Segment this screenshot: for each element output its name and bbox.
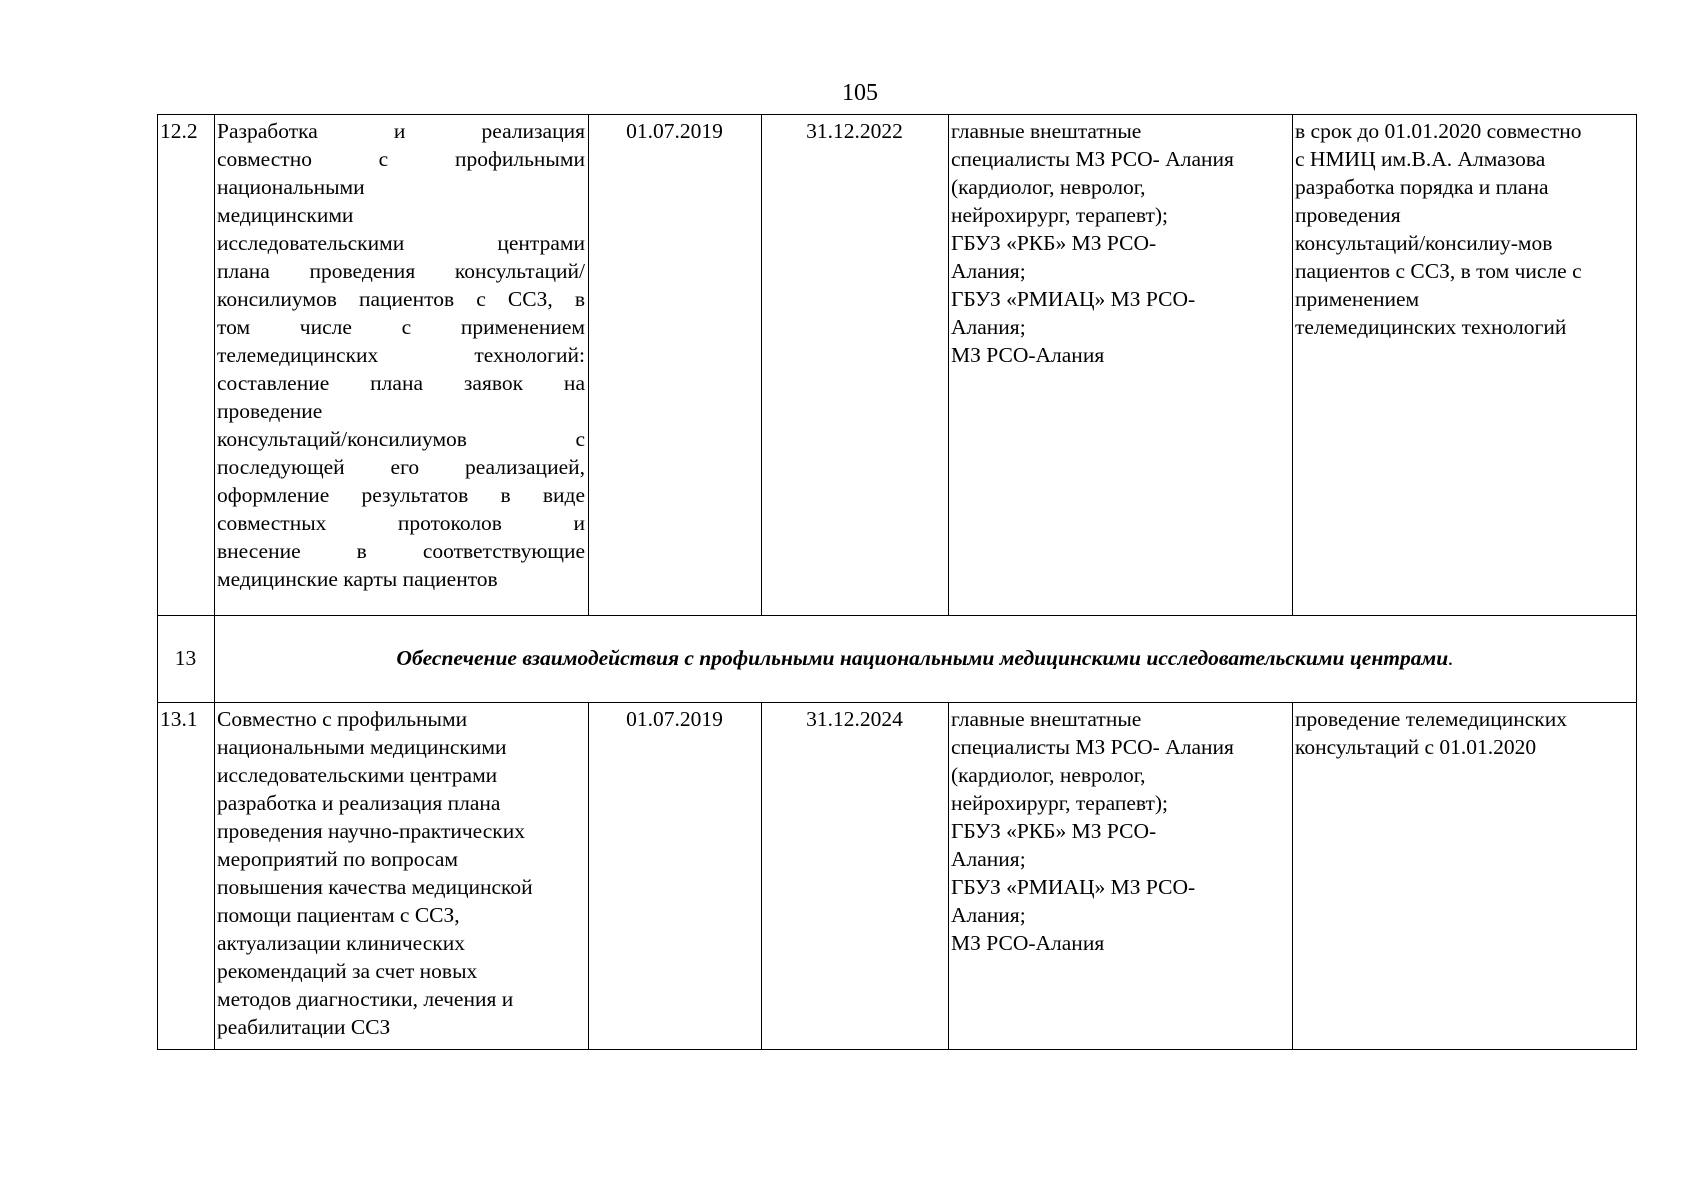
responsible-line: МЗ РСО-Алания: [951, 931, 1105, 955]
responsible-line: специалисты МЗ РСО- Алания: [951, 147, 1234, 171]
end-date: 31.12.2022: [762, 115, 949, 616]
description-line: помощи пациентам с ССЗ,: [217, 903, 460, 927]
description-line: актуализации клинических: [217, 931, 466, 955]
responsible-line: Алания;: [951, 903, 1026, 927]
responsible-line: главные внештатные: [951, 707, 1142, 731]
result-line: телемедицинских технологий: [1295, 315, 1567, 339]
description-line: оформление результатов в виде: [217, 483, 585, 507]
responsible-line: Алания;: [951, 259, 1026, 283]
result-line: консультаций с 01.01.2020: [1295, 735, 1537, 759]
result-line: проведение телемедицинских: [1295, 707, 1567, 731]
responsible-executors: [949, 703, 1293, 1050]
result-line: проведения: [1295, 203, 1401, 227]
description-line: совместно с профильными: [217, 147, 585, 171]
description-line: национальными: [217, 175, 365, 199]
section-row: [158, 616, 1637, 703]
description-line: консультаций/консилиумов с: [217, 427, 585, 451]
plan-table: [157, 114, 1637, 1050]
responsible-line: (кардиолог, невролог,: [951, 175, 1146, 199]
description-line: совместных протоколов и: [217, 511, 585, 535]
responsible-executors: [949, 115, 1293, 616]
responsible-line: Алания;: [951, 847, 1026, 871]
page-number: 105: [842, 80, 878, 106]
responsible-line: специалисты МЗ РСО- Алания: [951, 735, 1234, 759]
section-title-text: Обеспечение взаимодействия с профильными национальными медицинскими исследовательскими центрами: [396, 646, 1449, 670]
result-line: применением: [1295, 287, 1420, 311]
start-date: 01.07.2019: [589, 115, 762, 616]
description-line: составление плана заявок на: [217, 371, 585, 395]
result-line: пациентов с ССЗ, в том числе с: [1295, 259, 1582, 283]
section-title-end: .: [1448, 646, 1454, 670]
description-line: рекомендаций за счет новых: [217, 959, 478, 983]
description-line: последующей его реализацией,: [217, 455, 585, 479]
description-line: Разработка и реализация: [217, 119, 585, 143]
description-line: повышения качества медицинской: [217, 875, 533, 899]
description-line: внесение в соответствующие: [217, 539, 585, 563]
end-date: 31.12.2024: [762, 703, 949, 1050]
description-line: консилиумов пациентов с ССЗ, в: [217, 287, 585, 311]
description-line: методов диагностики, лечения и: [217, 987, 514, 1011]
description-line: Совместно с профильными: [217, 707, 468, 731]
description-line: реабилитации ССЗ: [217, 1015, 391, 1039]
result-line: консультаций/консилиу-мов: [1295, 231, 1553, 255]
responsible-line: ГБУЗ «РКБ» МЗ РСО-: [951, 231, 1157, 255]
description-line: проведения научно-практических: [217, 819, 525, 843]
description-line: мероприятий по вопросам: [217, 847, 458, 871]
description-line: национальными медицинскими: [217, 735, 507, 759]
expected-result: [1293, 115, 1637, 616]
responsible-line: Алания;: [951, 315, 1026, 339]
row-number: 13.1: [158, 703, 215, 1050]
section-title: [215, 616, 1637, 703]
responsible-line: нейрохирург, терапевт);: [951, 791, 1169, 815]
measure-description: [215, 703, 589, 1050]
description-line: том числе с применением: [217, 315, 585, 339]
description-line: телемедицинских технологий:: [217, 343, 585, 367]
responsible-line: (кардиолог, невролог,: [951, 763, 1146, 787]
result-line: разработка порядка и плана: [1295, 175, 1549, 199]
responsible-line: ГБУЗ «РМИАЦ» МЗ РСО-: [951, 287, 1196, 311]
description-line: разработка и реализация плана: [217, 791, 501, 815]
result-line: в срок до 01.01.2020 совместно: [1295, 119, 1582, 143]
description-line: исследовательскими центрами: [217, 231, 585, 255]
description-line: плана проведения консультаций/: [217, 259, 585, 283]
responsible-line: главные внештатные: [951, 119, 1142, 143]
responsible-line: ГБУЗ «РМИАЦ» МЗ РСО-: [951, 875, 1196, 899]
row-number: 12.2: [158, 115, 215, 616]
row-number: 13: [158, 616, 215, 703]
description-line: медицинские карты пациентов: [217, 567, 498, 591]
table-row: [158, 703, 1637, 1050]
responsible-line: ГБУЗ «РКБ» МЗ РСО-: [951, 819, 1157, 843]
table-row: [158, 115, 1637, 616]
responsible-line: МЗ РСО-Алания: [951, 343, 1105, 367]
description-line: исследовательскими центрами: [217, 763, 498, 787]
description-line: медицинскими: [217, 203, 354, 227]
result-line: с НМИЦ им.В.А. Алмазова: [1295, 147, 1546, 171]
description-line: проведение: [217, 399, 323, 423]
start-date: 01.07.2019: [589, 703, 762, 1050]
measure-description: [215, 115, 589, 616]
expected-result: [1293, 703, 1637, 1050]
responsible-line: нейрохирург, терапевт);: [951, 203, 1169, 227]
